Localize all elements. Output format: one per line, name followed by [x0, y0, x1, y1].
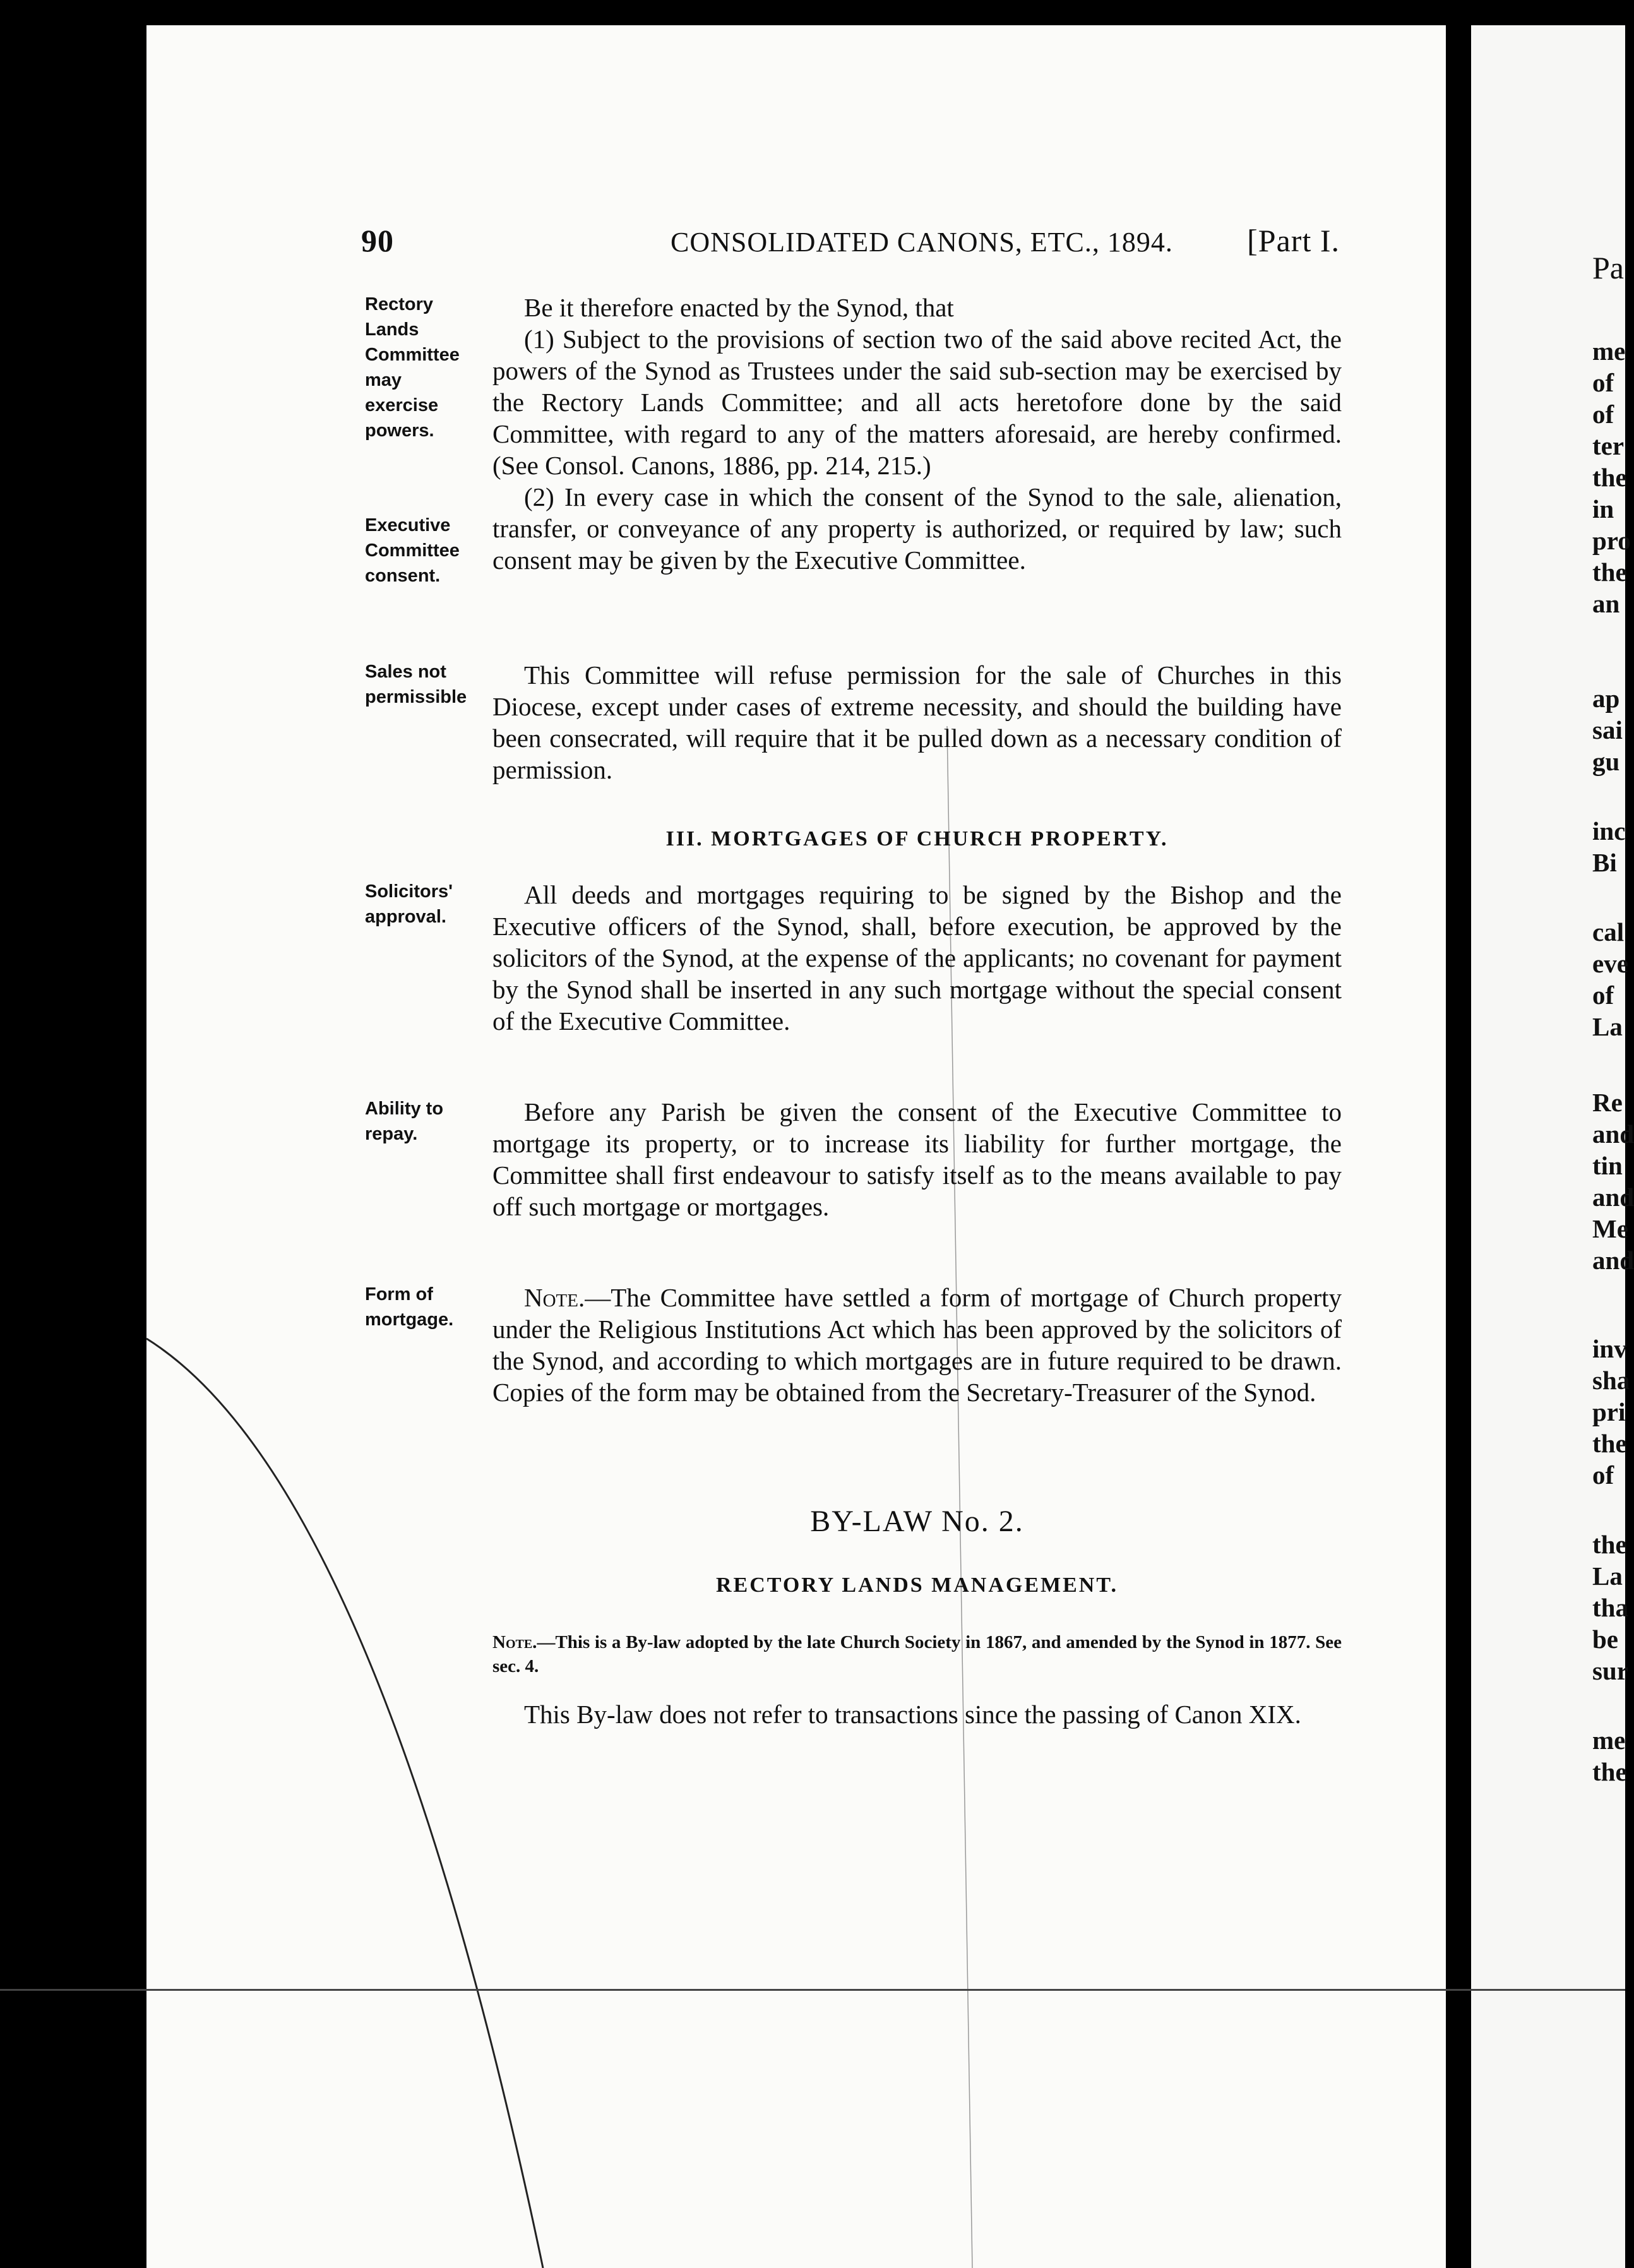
facing-line: of	[1592, 400, 1614, 429]
facing-line: tha	[1592, 1593, 1628, 1622]
facing-line: and	[1592, 1119, 1634, 1149]
facing-line: of	[1592, 368, 1614, 397]
facing-page-header: Pa	[1592, 250, 1624, 285]
facing-line: ter	[1592, 431, 1625, 460]
facing-line: the	[1592, 1429, 1627, 1458]
facing-line: an	[1592, 589, 1620, 618]
scan-artifact-line	[0, 1989, 1625, 1991]
clause-1: (1) Subject to the provisions of section two of the said above recited Act, the powers of the Synod as Trustees under the said sub-section may be exercised by the Rectory Lands Committee; and all acts heretofore done by the said Committee, with regard to any of the matters aforesaid, are hereby confirmed. (See Consol. Canons, 1886, pp. 214, 215.)	[492, 325, 1342, 480]
small-note-label: Note.	[492, 1632, 537, 1652]
small-note-text: —This is a By-law adopted by the late Church Society in 1867, and amended by the Synod in 1877. See sec. 4.	[492, 1632, 1342, 1676]
facing-line: pri	[1592, 1397, 1626, 1426]
clauses-block	[492, 292, 1342, 576]
facing-line: La	[1592, 1561, 1623, 1591]
enactment-line: Be it therefore enacted by the Synod, that	[524, 293, 954, 322]
note-label: Note.	[524, 1283, 585, 1312]
facing-line: eve	[1592, 949, 1628, 978]
repay-text: Before any Parish be given the consent of the Executive Committee to mortgage its property, or to increase its liability for further mortgage, the Committee shall first endeavour to satisfy itself as to the means available to pay off such mortgage or mortgages.	[492, 1097, 1342, 1221]
facing-line: inv	[1592, 1334, 1627, 1363]
bylaw-subheading: RECTORY LANDS MANAGEMENT.	[715, 1573, 1119, 1597]
bylaw-small-note	[492, 1630, 1342, 1678]
facing-line: me	[1592, 337, 1626, 366]
page-header	[361, 222, 1340, 260]
deeds-text: All deeds and mortgages requiring to be signed by the Bishop and the Executive officers of the Synod, shall, before execution, be approved by the solicitors of the Synod, at the expense of the applicants; no covenant for payment by the Synod shall be inserted in any such mortgage without the special consent of the Executive Committee.	[492, 880, 1342, 1036]
form-note-paragraph	[492, 1282, 1342, 1408]
facing-line: sur	[1592, 1656, 1628, 1685]
deeds-paragraph	[492, 879, 1342, 1037]
facing-line: sai	[1592, 715, 1623, 744]
facing-line: gu	[1592, 747, 1620, 776]
facing-line: Re	[1592, 1088, 1623, 1117]
sales-paragraph	[492, 659, 1342, 785]
page-number: 90	[361, 223, 394, 258]
facing-line: sha	[1592, 1366, 1630, 1395]
facing-line: inc	[1592, 816, 1626, 845]
margin-note-executive: Executive Committee consent.	[365, 515, 460, 586]
facing-line: pro	[1592, 526, 1631, 555]
margin-note-form: Form of mortgage.	[365, 1284, 454, 1330]
margin-note-sales: Sales not permissible	[365, 662, 467, 707]
facing-line: of	[1592, 1460, 1614, 1489]
facing-line: La	[1592, 1012, 1623, 1041]
clause-2: (2) In every case in which the consent of the Synod to the sale, alienation, transfer, or conveyance of any property is authorized, or required by law; such consent may be given by the Executive Committee.	[492, 482, 1342, 575]
facing-line: the	[1592, 1757, 1627, 1786]
bylaw-heading: BY-LAW No. 2.	[810, 1505, 1024, 1538]
final-paragraph	[492, 1698, 1342, 1730]
sales-text: This Committee will refuse permission for the sale of Churches in this Diocese, except under cases of extreme necessity, and should the building have been consecrated, will require that it be pulled down as a necessary condition of permission.	[492, 660, 1342, 784]
facing-line: Me	[1592, 1214, 1628, 1243]
facing-line: tin	[1592, 1151, 1623, 1180]
facing-line: in	[1592, 494, 1614, 523]
facing-line: of	[1592, 981, 1614, 1010]
repay-paragraph	[492, 1096, 1342, 1222]
facing-line: cal	[1592, 917, 1625, 946]
facing-line: the	[1592, 558, 1627, 587]
section-3-heading: III. MORTGAGES OF CHURCH PROPERTY.	[665, 827, 1169, 850]
facing-line: and	[1592, 1183, 1634, 1212]
margin-note-solicitors: Solicitors' approval.	[365, 881, 453, 927]
margin-note-rectory: Rectory Lands Committee may exercise powers.	[365, 294, 460, 441]
final-text: This By-law does not refer to transactions since the passing of Canon XIX.	[524, 1700, 1301, 1729]
part-label: [Part I.	[1247, 223, 1340, 258]
running-title: CONSOLIDATED CANONS, ETC., 1894.	[671, 227, 1173, 258]
facing-line: Bi	[1592, 848, 1617, 877]
margin-note-repay: Ability to repay.	[365, 1099, 444, 1144]
facing-line: the	[1592, 1530, 1627, 1559]
note-text: —The Committee have settled a form of mortgage of Church property under the Religious Institutions Act which has been approved by the solicitors of the Synod, and according to which mortgages are in future required to be drawn. Copies of the form may be obtained from the Secretary-Treasurer of the Synod.	[492, 1283, 1342, 1407]
facing-line: and	[1592, 1246, 1634, 1275]
facing-line: be	[1592, 1625, 1618, 1654]
facing-page-strip	[1471, 25, 1634, 2268]
facing-line: the	[1592, 463, 1627, 492]
facing-line: ap	[1592, 684, 1620, 713]
facing-line: me	[1592, 1726, 1626, 1755]
